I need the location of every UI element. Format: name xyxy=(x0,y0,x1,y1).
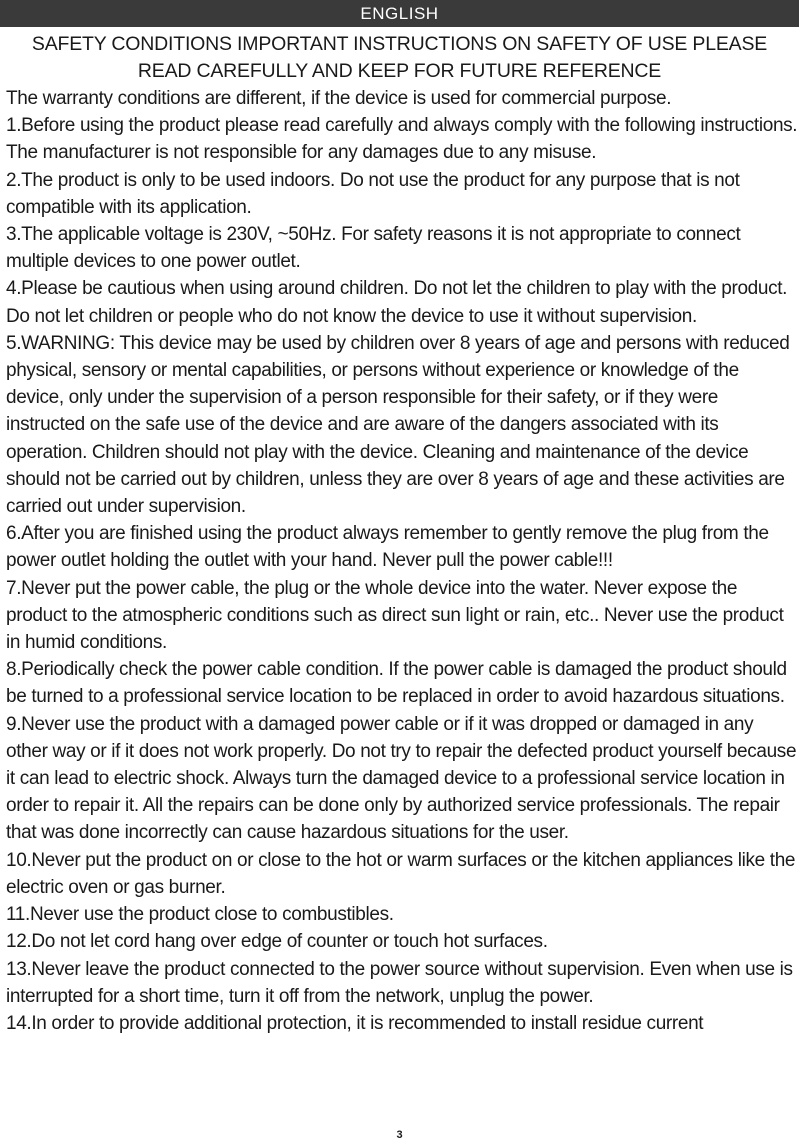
safety-instructions-body xyxy=(6,85,798,1037)
instruction-item-1: 1.Before using the product please read carefully and always comply with the following instructions. The manufacturer is not responsible for any damages due to any misuse. xyxy=(6,115,798,164)
instruction-item-10: 10.Never put the product on or close to the hot or warm surfaces or the kitchen appliances like the electric oven or gas burner. xyxy=(6,849,796,898)
instruction-item-5: 5.WARNING: This device may be used by children over 8 years of age and persons with reduced physical, sensory or mental capabilities, or persons without experience or knowledge of the device, only under the supervision of a person responsible for their safety, or if they were instructed on the safe use of the device and are aware of the dangers associated with its operation. Children should not play with the device. Cleaning and maintenance of the device should not be carried out by children, unless they are over 8 years of age and these activities are carried out under supervision. xyxy=(6,332,790,518)
instruction-item-7: 7.Never put the power cable, the plug or the whole device into the water. Never expose the product to the atmospheric conditions such as direct sun light or rain, etc.. Never use the product in humid conditions. xyxy=(6,577,784,654)
language-header-bar xyxy=(0,0,799,27)
document-title-line-1: SAFETY CONDITIONS IMPORTANT INSTRUCTIONS ON SAFETY OF USE PLEASE xyxy=(31,33,768,55)
instruction-item-8: 8.Periodically check the power cable condition. If the power cable is damaged the product should be turned to a professional service location to be replaced in order to avoid hazardous situations. xyxy=(6,659,787,708)
warranty-intro: The warranty conditions are different, if the device is used for commercial purpose. xyxy=(6,88,672,109)
instruction-item-9: 9.Never use the product with a damaged power cable or if it was dropped or damaged in any other way or if it does not work properly. Do not try to repair the defected product yourself because it can lead to electric shock. Always turn the damaged device to a professional service location in order to repair it. All the repairs can be done only by authorized service professionals. The repair that was done incorrectly can cause hazardous situations for the user. xyxy=(6,713,797,844)
instruction-item-6: 6.After you are finished using the product always remember to gently remove the plug from the power outlet holding the outlet with your hand. Never pull the power cable!!! xyxy=(6,523,769,572)
instruction-item-4: 4.Please be cautious when using around children. Do not let the children to play with the product. Do not let children or people who do not know the device to use it without supervision. xyxy=(6,278,788,327)
document-title xyxy=(0,31,799,85)
instruction-item-14: 14.In order to provide additional protection, it is recommended to install residue current xyxy=(6,1012,704,1034)
page-number: 3 xyxy=(396,1129,403,1141)
instruction-item-13: 13.Never leave the product connected to the power source without supervision. Even when use is interrupted for a short time, turn it off from the network, unplug the power. xyxy=(6,958,793,1007)
language-label: ENGLISH xyxy=(360,4,439,23)
instruction-item-11: 11.Never use the product close to combustibles. xyxy=(6,904,394,926)
instruction-item-12: 12.Do not let cord hang over edge of counter or touch hot surfaces. xyxy=(6,931,548,953)
instruction-item-2: 2.The product is only to be used indoors. Do not use the product for any purpose that is not compatible with its application. xyxy=(6,169,740,218)
document-title-line-2: READ CAREFULLY AND KEEP FOR FUTURE REFERENCE xyxy=(137,60,662,82)
instruction-item-3: 3.The applicable voltage is 230V, ~50Hz. For safety reasons it is not appropriate to connect multiple devices to one power outlet. xyxy=(6,224,741,273)
